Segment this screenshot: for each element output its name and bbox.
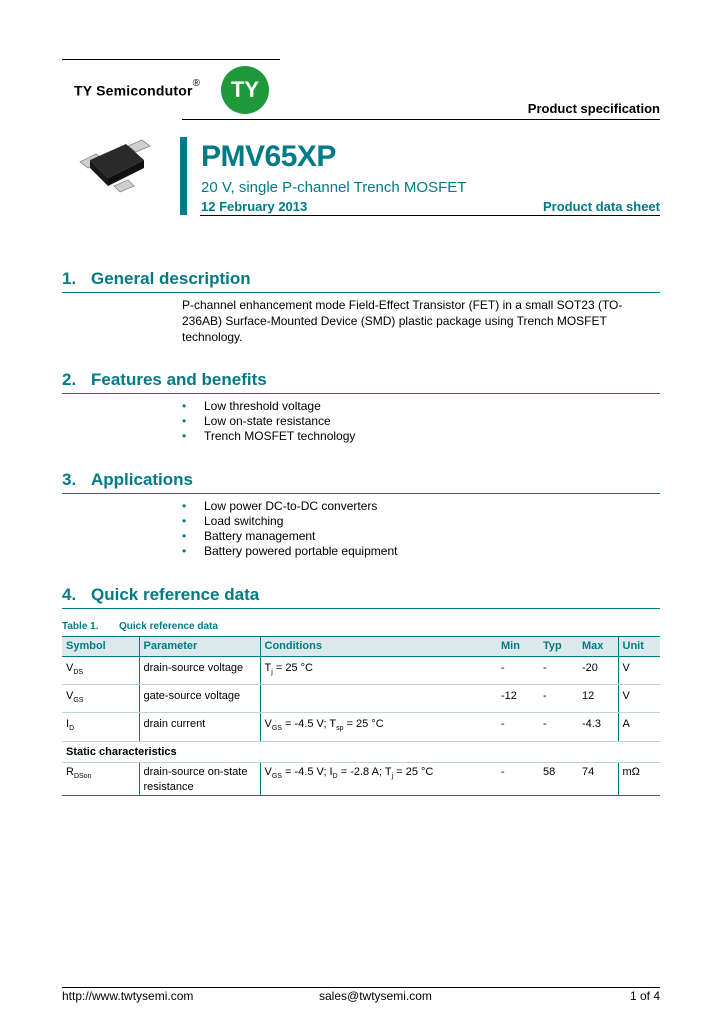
cond-part: = 25 °C: [393, 765, 434, 778]
table-row: [62, 762, 660, 795]
cell-symbol: [62, 657, 139, 685]
cell-unit: V: [618, 685, 660, 713]
list-item: • Low threshold voltage: [182, 399, 355, 414]
cell-parameter: drain current: [139, 713, 260, 741]
list-item: • Battery management: [182, 529, 397, 544]
page-number: 1 of 4: [629, 989, 660, 1003]
cell-typ: 58: [539, 762, 578, 795]
brand-name: [74, 78, 201, 99]
cell-typ: -: [539, 657, 578, 685]
cell-parameter: gate-source voltage: [139, 685, 260, 713]
cell-max: -4.3: [578, 713, 618, 741]
cell-symbol: [62, 685, 139, 713]
section-number: 3.: [62, 470, 77, 489]
registered-mark: ®: [192, 78, 201, 89]
section-rule: [62, 393, 660, 394]
brand-text: TY Semicondutor: [74, 82, 193, 99]
cell-conditions: [260, 713, 497, 741]
symbol-sub: D: [69, 725, 75, 733]
symbol-main: I: [66, 718, 70, 731]
release-date: 12 February 2013: [201, 199, 308, 214]
cond-part: = 25 °C: [343, 718, 384, 731]
static-characteristics-heading: Static characteristics: [62, 741, 660, 762]
table-subheading-row: [62, 741, 660, 762]
list-item: • Low on-state resistance: [182, 414, 355, 429]
symbol-main: V: [66, 662, 74, 674]
title-rule: [200, 215, 660, 216]
footer-website-link[interactable]: http://www.twtysemi.com: [62, 989, 194, 1003]
header-symbol: Symbol: [62, 637, 139, 657]
cell-parameter: drain-source on-state resistance: [139, 762, 260, 795]
section-title: Quick reference data: [91, 585, 260, 604]
cond-sub: D: [332, 772, 338, 780]
section-heading-features: [62, 370, 267, 390]
section-number: 2.: [62, 370, 77, 389]
features-list: [182, 399, 355, 444]
section-heading-general: [62, 269, 251, 289]
section-rule: [62, 493, 660, 494]
cond-part: = -2.8 A; T: [337, 765, 392, 778]
applications-list: [182, 499, 397, 559]
header-max: Max: [578, 637, 618, 657]
table-caption: [62, 621, 218, 632]
cond-sub: j: [391, 772, 394, 780]
section-rule: [62, 292, 660, 293]
cell-min: -: [497, 713, 539, 741]
cond-part: = -4.5 V; I: [281, 765, 333, 778]
cond-part: = 25 °C: [272, 662, 313, 674]
section-title: General description: [91, 269, 251, 288]
cell-unit: A: [618, 713, 660, 741]
cell-conditions: [260, 685, 497, 713]
cell-min: -: [497, 762, 539, 795]
cell-parameter: drain-source voltage: [139, 657, 260, 685]
general-description-text: P-channel enhancement mode Field-Effect Transistor (FET) in a small SOT23 (TO-236AB) Surface-Mounted Device (SMD) plastic package using Trench MOSFET technology.: [182, 298, 623, 344]
cell-unit: mΩ: [618, 762, 660, 795]
table-row: [62, 657, 660, 685]
header-typ: Typ: [539, 637, 578, 657]
part-number: PMV65XP: [201, 140, 336, 173]
cond-sub: GS: [271, 725, 282, 733]
section-rule: [62, 608, 660, 609]
symbol-sub: DS: [73, 669, 84, 677]
list-item: • Trench MOSFET technology: [182, 429, 355, 444]
cell-conditions: [260, 657, 497, 685]
cell-conditions: [260, 762, 497, 795]
cell-max: 74: [578, 762, 618, 795]
quick-reference-table: [62, 636, 660, 796]
cell-max: -20: [578, 657, 618, 685]
table-header-row: [62, 637, 660, 657]
table-row: [62, 685, 660, 713]
table-caption-label: Table 1.: [62, 621, 99, 632]
symbol-sub: DSon: [73, 772, 92, 780]
section-number: 1.: [62, 269, 77, 288]
header-unit: Unit: [618, 637, 660, 657]
logo-text: TY: [230, 77, 260, 102]
sot23-package-image: [76, 136, 156, 196]
cond-part: T: [264, 662, 272, 674]
cell-typ: -: [539, 685, 578, 713]
cell-max: 12: [578, 685, 618, 713]
symbol-main: V: [66, 690, 74, 703]
footer-rule: [62, 987, 660, 988]
cond-part: V: [264, 765, 272, 778]
cell-symbol: [62, 762, 139, 795]
cell-symbol: [62, 713, 139, 741]
list-item: • Battery powered portable equipment: [182, 544, 397, 559]
table-caption-text: Quick reference data: [119, 621, 218, 632]
footer-email-link[interactable]: sales@twtysemi.com: [319, 989, 432, 1003]
cell-min: -: [497, 657, 539, 685]
sheet-type: Product data sheet: [542, 199, 660, 214]
section-title: Applications: [91, 470, 194, 489]
header-rule: [182, 119, 660, 120]
header-parameter: Parameter: [139, 637, 260, 657]
title-accent-bar: [180, 137, 187, 215]
part-subtitle: 20 V, single P-channel Trench MOSFET: [201, 179, 467, 196]
cond-sub: sp: [336, 725, 344, 733]
cond-sub: GS: [271, 772, 282, 780]
section-heading-quick-ref: [62, 585, 259, 605]
cond-sub: j: [271, 669, 273, 677]
company-logo: [221, 66, 269, 114]
header-conditions: Conditions: [260, 637, 497, 657]
section-number: 4.: [62, 585, 77, 604]
list-item: • Low power DC-to-DC converters: [182, 499, 397, 514]
cell-min: -12: [497, 685, 539, 713]
cond-part: = -4.5 V; T: [281, 718, 337, 731]
cond-part: V: [264, 718, 272, 731]
section-title: Features and benefits: [91, 370, 267, 389]
list-item: • Load switching: [182, 514, 397, 529]
cell-unit: V: [618, 657, 660, 685]
header-min: Min: [497, 637, 539, 657]
top-rule: [62, 59, 280, 60]
symbol-main: R: [66, 765, 74, 778]
table-row: [62, 713, 660, 741]
cell-typ: -: [539, 713, 578, 741]
symbol-sub: GS: [73, 697, 84, 705]
doc-type: Product specification: [527, 101, 660, 116]
section-heading-applications: [62, 470, 193, 490]
